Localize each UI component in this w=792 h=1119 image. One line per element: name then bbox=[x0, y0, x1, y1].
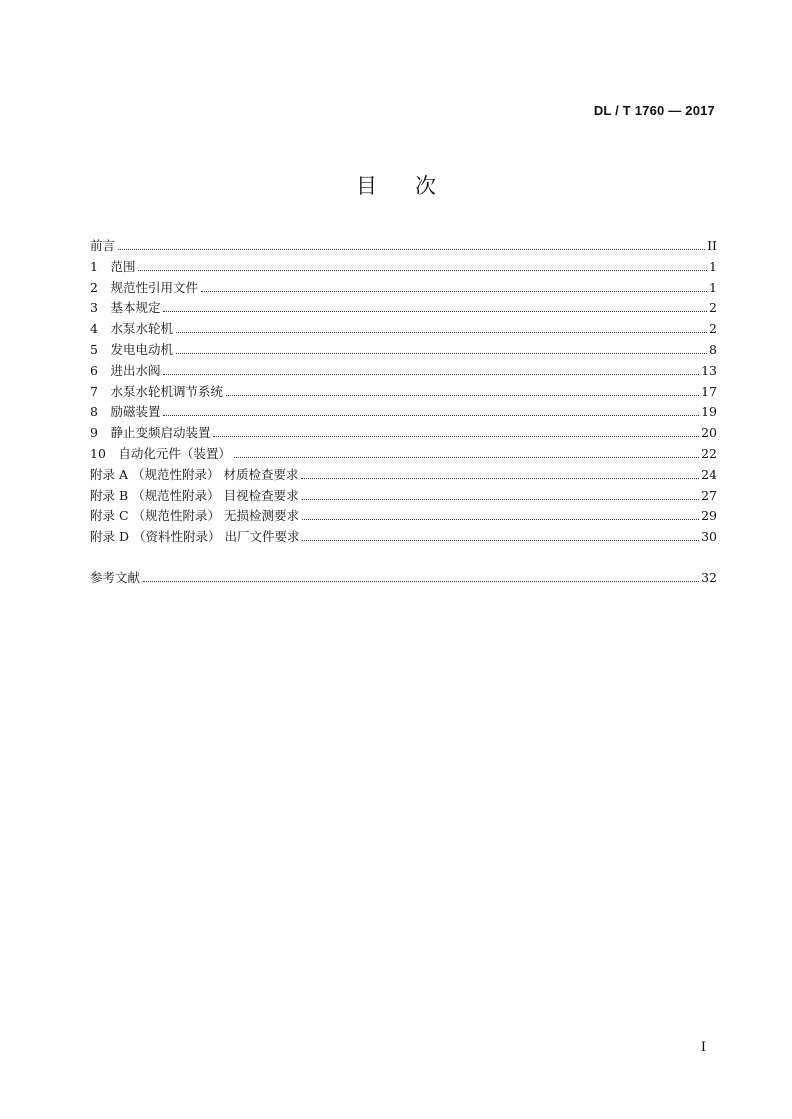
toc-entry-page: 19 bbox=[701, 404, 717, 420]
toc-entry-foreword[interactable] bbox=[90, 236, 717, 257]
toc-entry-page: 13 bbox=[701, 362, 717, 378]
dot-leader bbox=[302, 498, 699, 500]
toc-entry-number: 6 bbox=[90, 362, 98, 378]
toc-entry-page: II bbox=[707, 238, 717, 253]
toc-entry-6[interactable] bbox=[90, 361, 717, 382]
toc-entry-label: （规范性附录） 材质检查要求 bbox=[132, 466, 299, 482]
toc-entry-page: 22 bbox=[701, 445, 717, 461]
toc-entry-7[interactable] bbox=[90, 382, 717, 403]
toc-entry-number: 4 bbox=[90, 321, 98, 337]
toc-entry-number: 5 bbox=[90, 341, 98, 357]
toc-entry-label: 水泵水轮机调节系统 bbox=[110, 383, 223, 399]
toc-entry-appendix-b[interactable] bbox=[90, 486, 717, 507]
dot-leader bbox=[176, 331, 707, 333]
toc-entry-references[interactable] bbox=[90, 568, 717, 589]
toc-entry-page: 27 bbox=[701, 487, 717, 503]
standard-code: DL / T 1760 — 2017 bbox=[593, 103, 715, 118]
toc-entry-page: 29 bbox=[701, 508, 717, 524]
toc-entry-label: （资料性附录） 出厂文件要求 bbox=[132, 529, 300, 545]
dot-leader bbox=[213, 435, 699, 437]
dot-leader bbox=[176, 352, 707, 354]
dot-leader bbox=[138, 269, 707, 271]
toc-entry-1[interactable] bbox=[90, 257, 717, 278]
toc-entry-2[interactable] bbox=[90, 278, 717, 299]
toc-entry-label: （规范性附录） 目视检查要求 bbox=[132, 487, 299, 503]
toc-entry-page: 17 bbox=[701, 383, 717, 399]
dot-leader bbox=[302, 539, 699, 541]
toc-entry-9[interactable] bbox=[90, 423, 717, 444]
toc-entry-5[interactable] bbox=[90, 340, 717, 361]
toc-entry-8[interactable] bbox=[90, 402, 717, 423]
dot-leader bbox=[163, 310, 707, 312]
dot-leader bbox=[163, 414, 699, 416]
toc-entry-page: 1 bbox=[709, 258, 717, 274]
toc-entry-label: 范围 bbox=[110, 258, 136, 274]
dot-leader bbox=[302, 518, 699, 520]
toc-entry-appendix-d[interactable] bbox=[90, 527, 717, 548]
page-title: 目次 bbox=[356, 174, 474, 198]
toc-entry-label: 静止变频启动装置 bbox=[110, 425, 211, 441]
dot-leader bbox=[226, 394, 699, 396]
toc-entry-label: 前言 bbox=[90, 238, 116, 253]
toc-entry-page: 2 bbox=[709, 321, 717, 337]
toc-entry-label: 规范性引用文件 bbox=[110, 279, 198, 295]
toc-entry-label: 参考文献 bbox=[90, 569, 141, 585]
toc-entry-number: 3 bbox=[90, 300, 98, 316]
dot-leader bbox=[143, 580, 699, 582]
toc-entry-number: 8 bbox=[90, 404, 98, 420]
toc-entry-label: 基本规定 bbox=[110, 300, 161, 316]
toc-entry-label: 励磁装置 bbox=[110, 404, 161, 420]
dot-leader bbox=[163, 373, 699, 375]
toc-entry-number: 9 bbox=[90, 425, 98, 441]
toc-entry-number: 附录 C bbox=[90, 508, 129, 524]
toc-entry-10[interactable] bbox=[90, 444, 717, 465]
toc-entry-appendix-a[interactable] bbox=[90, 465, 717, 486]
toc-entry-label: （规范性附录） 无损检测要求 bbox=[132, 508, 300, 524]
toc-entry-page: 20 bbox=[701, 425, 717, 441]
page-number: I bbox=[700, 1040, 706, 1055]
toc-entry-number: 附录 B bbox=[90, 487, 129, 503]
toc-entry-number: 10 bbox=[90, 445, 106, 461]
toc-entry-page: 30 bbox=[701, 529, 717, 545]
toc-entry-label: 进出水阀 bbox=[110, 362, 161, 378]
table-of-contents bbox=[90, 236, 717, 589]
toc-entry-number: 附录 A bbox=[90, 466, 129, 482]
toc-entry-page: 2 bbox=[709, 300, 717, 316]
dot-leader bbox=[301, 477, 699, 479]
toc-entry-label: 自动化元件（装置） bbox=[118, 445, 231, 461]
dot-leader bbox=[118, 248, 705, 250]
toc-entry-page: 32 bbox=[701, 569, 717, 585]
toc-entry-4[interactable] bbox=[90, 319, 717, 340]
toc-entry-appendix-c[interactable] bbox=[90, 506, 717, 527]
toc-entry-number: 7 bbox=[90, 383, 98, 399]
toc-entry-3[interactable] bbox=[90, 298, 717, 319]
toc-entry-page: 8 bbox=[709, 341, 717, 357]
toc-entry-page: 1 bbox=[709, 279, 717, 295]
toc-entry-page: 24 bbox=[701, 466, 717, 482]
toc-entry-label: 发电电动机 bbox=[110, 341, 173, 357]
dot-leader bbox=[201, 290, 707, 292]
toc-entry-label: 水泵水轮机 bbox=[110, 321, 173, 337]
toc-entry-number: 附录 D bbox=[90, 529, 129, 545]
dot-leader bbox=[234, 456, 699, 458]
toc-entry-number: 2 bbox=[90, 279, 98, 295]
toc-entry-number: 1 bbox=[90, 258, 98, 274]
